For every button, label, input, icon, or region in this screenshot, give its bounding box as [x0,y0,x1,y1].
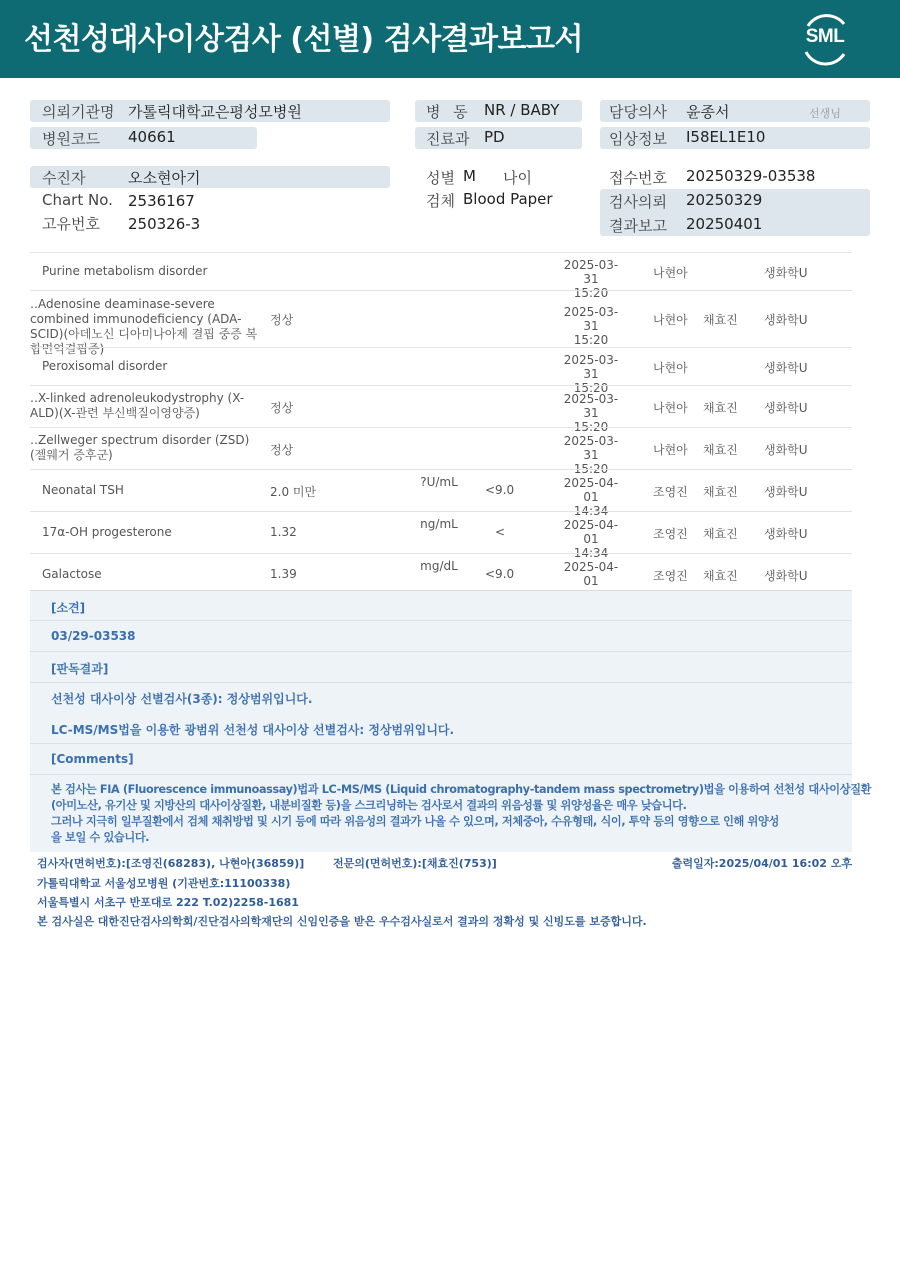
test-name: ‥X-linked adrenoleukodystrophy (X-ALD)(X-관련 부신백질이영양증) [30,391,245,420]
table-row [30,252,852,300]
table-row [30,385,852,434]
test-name: Peroxisomal disorder [42,359,168,373]
institution-label: 의뢰기관명 [42,103,115,121]
dept-value: PD [484,128,505,146]
unique-label: 고유번호 [42,215,100,233]
result-date: 2025-03-31 15:20 [563,353,619,395]
finding-value: 03/29-03538 [51,629,136,643]
result-date: 2025-04-01 14:34 [563,476,619,518]
result-date: 2025-03-31 15:20 [563,434,619,476]
test-result: 정상 [270,443,294,457]
test-result: 1.32 [270,525,297,539]
reviewer: 채효진 [703,313,738,327]
judgement-line-2: LC-MS/MS법을 이용한 광범위 선천성 대사이상 선별검사: 정상범위입니다. [51,723,455,737]
certification-note: 본 검사실은 대한진단검사의학회/진단검사의학재단의 신임인증을 받은 우수검사실로서 결과의 정확성 및 신빙도를 보증합니다. [37,915,647,928]
department: 생화학U [764,401,808,415]
comments-row [30,775,872,852]
test-name: ‥Zellweger spectrum disorder (ZSD)(젤웨거 증후군) [30,433,250,462]
reviewer: 채효진 [703,401,738,415]
judgement-label-row [30,652,852,683]
finding-value-row [30,621,852,652]
test-result: 2.0 미만 [270,485,317,499]
table-row [30,469,852,518]
test-result: 정상 [270,401,294,415]
result-date: 2025-04-01 [563,560,619,588]
table-row [30,511,852,560]
test-unit: mg/dL [420,559,458,573]
report-label: 결과보고 [609,217,667,235]
department: 생화학U [764,569,808,583]
clinical-label: 임상정보 [609,130,667,148]
test-name: Purine metabolism disorder [42,264,208,278]
comment-line-2: (아미노산, 유기산 및 지방산의 대사이상질환, 내분비질환 등)을 스크리닝하는 검사로서 결과의 위음성률 및 위양성율은 매우 낮습니다. [51,799,687,812]
table-row [30,290,852,356]
test-unit: ?U/mL [420,475,458,489]
tester: 조영진 [653,569,688,583]
judgement-row [30,683,852,744]
department: 생화학U [764,266,808,280]
examinee-value: 오소현아기 [128,169,201,187]
sml-logo [796,12,854,66]
comments-label: [Comments] [51,752,134,766]
request-label: 검사의뢰 [609,193,667,211]
chart-label: Chart No. [42,191,113,209]
sex-label: 성별 [426,169,455,187]
result-date: 2025-03-31 15:20 [563,392,619,434]
hospital-code-value: 40661 [128,128,176,146]
test-unit: ng/mL [420,517,458,531]
receipt-label: 접수번호 [609,169,667,187]
report-value: 20250401 [686,215,763,233]
finding-label: [소견] [51,601,86,615]
tester: 나현아 [653,401,688,415]
examiner-info: 검사자(면허번호):[조영진(68283), 나현아(36859)] [37,857,305,870]
reviewer: 채효진 [703,569,738,583]
result-date: 2025-03-31 15:20 [563,258,619,300]
doctor-value: 윤종서 [686,103,730,121]
comment-line-3: 그러나 지극히 일부질환에서 검체 채취방법 및 시기 등에 따라 위음성의 결과가 나올 수 있으며, 저체중아, 수유형태, 식이, 투약 등의 영향으로 인해 위양성 [51,815,779,828]
logo-text: SML [805,26,845,47]
specialist-info: 전문의(면허번호):[채효진(753)] [333,857,497,870]
ward-label: 병 동 [426,103,468,121]
test-result: 1.39 [270,567,297,581]
comments-label-row [30,744,852,775]
request-value: 20250329 [686,191,763,209]
chart-value: 2536167 [128,192,195,210]
tester: 나현아 [653,361,688,375]
table-row [30,347,852,395]
print-date: 출력일자:2025/04/01 16:02 오후 [671,857,852,870]
reviewer: 채효진 [703,485,738,499]
unique-value: 250326-3 [128,215,201,233]
reference-range: <9.0 [485,567,515,581]
tester: 나현아 [653,443,688,457]
tester: 나현아 [653,313,688,327]
tester: 조영진 [653,485,688,499]
test-name: Neonatal TSH [42,483,124,497]
age-label: 나이 [503,169,532,187]
department: 생화학U [764,527,808,541]
address-info: 서울특별시 서초구 반포대로 222 T.02)2258-1681 [37,896,299,909]
reference-range: < [495,525,506,539]
reviewer: 채효진 [703,443,738,457]
dept-label: 진료과 [426,130,470,148]
report-header [0,0,900,78]
test-result: 정상 [270,313,294,327]
specimen-value: Blood Paper [463,190,553,208]
receipt-value: 20250329-03538 [686,167,816,185]
department: 생화학U [764,313,808,327]
doctor-label: 담당의사 [609,103,667,121]
reviewer: 채효진 [703,527,738,541]
result-date: 2025-03-31 15:20 [563,305,619,347]
test-name: Galactose [42,567,102,581]
report-title: 선천성대사이상검사 (선별) 검사결과보고서 [24,22,583,57]
result-date: 2025-04-01 14:34 [563,518,619,560]
finding-label-row [30,591,852,621]
hospital-info: 가톨릭대학교 서울성모병원 (기관번호:11100338) [37,877,291,890]
clinical-value: I58EL1E10 [686,128,766,146]
ward-value: NR / BABY [484,101,560,119]
specimen-label: 검체 [426,192,455,210]
comment-line-1: 본 검사는 FIA (Fluorescence immunoassay)법과 LC-MS/MS (Liquid chromatography-tandem mass spectrometry)법을 이용하여 선천성 대사이상질환 [51,783,872,796]
hospital-code-label: 병원코드 [42,130,100,148]
test-name: ‥Adenosine deaminase-severe combined immunodeficiency (ADA-SCID)(아데노신 디아미나아제 결핍 중증 복합면역결핍증) [30,297,258,356]
department: 생화학U [764,443,808,457]
examinee-label: 수진자 [42,169,86,187]
department: 생화학U [764,361,808,375]
institution-value: 가톨릭대학교은평성모병원 [128,103,302,121]
results-table [30,252,852,596]
doctor-suffix: 선생님 [809,107,841,120]
tester: 나현아 [653,266,688,280]
reference-range: <9.0 [485,483,515,497]
judgement-label: [판독결과] [51,662,109,676]
notes-section [30,590,872,852]
table-row [30,427,852,476]
judgement-line-1: 선천성 대사이상 선별검사(3종): 정상범위입니다. [51,692,313,706]
tester: 조영진 [653,527,688,541]
sex-value: M [463,167,476,185]
test-name: 17α-OH progesterone [42,525,172,539]
department: 생화학U [764,485,808,499]
comment-line-4: 을 보일 수 있습니다. [51,831,150,844]
